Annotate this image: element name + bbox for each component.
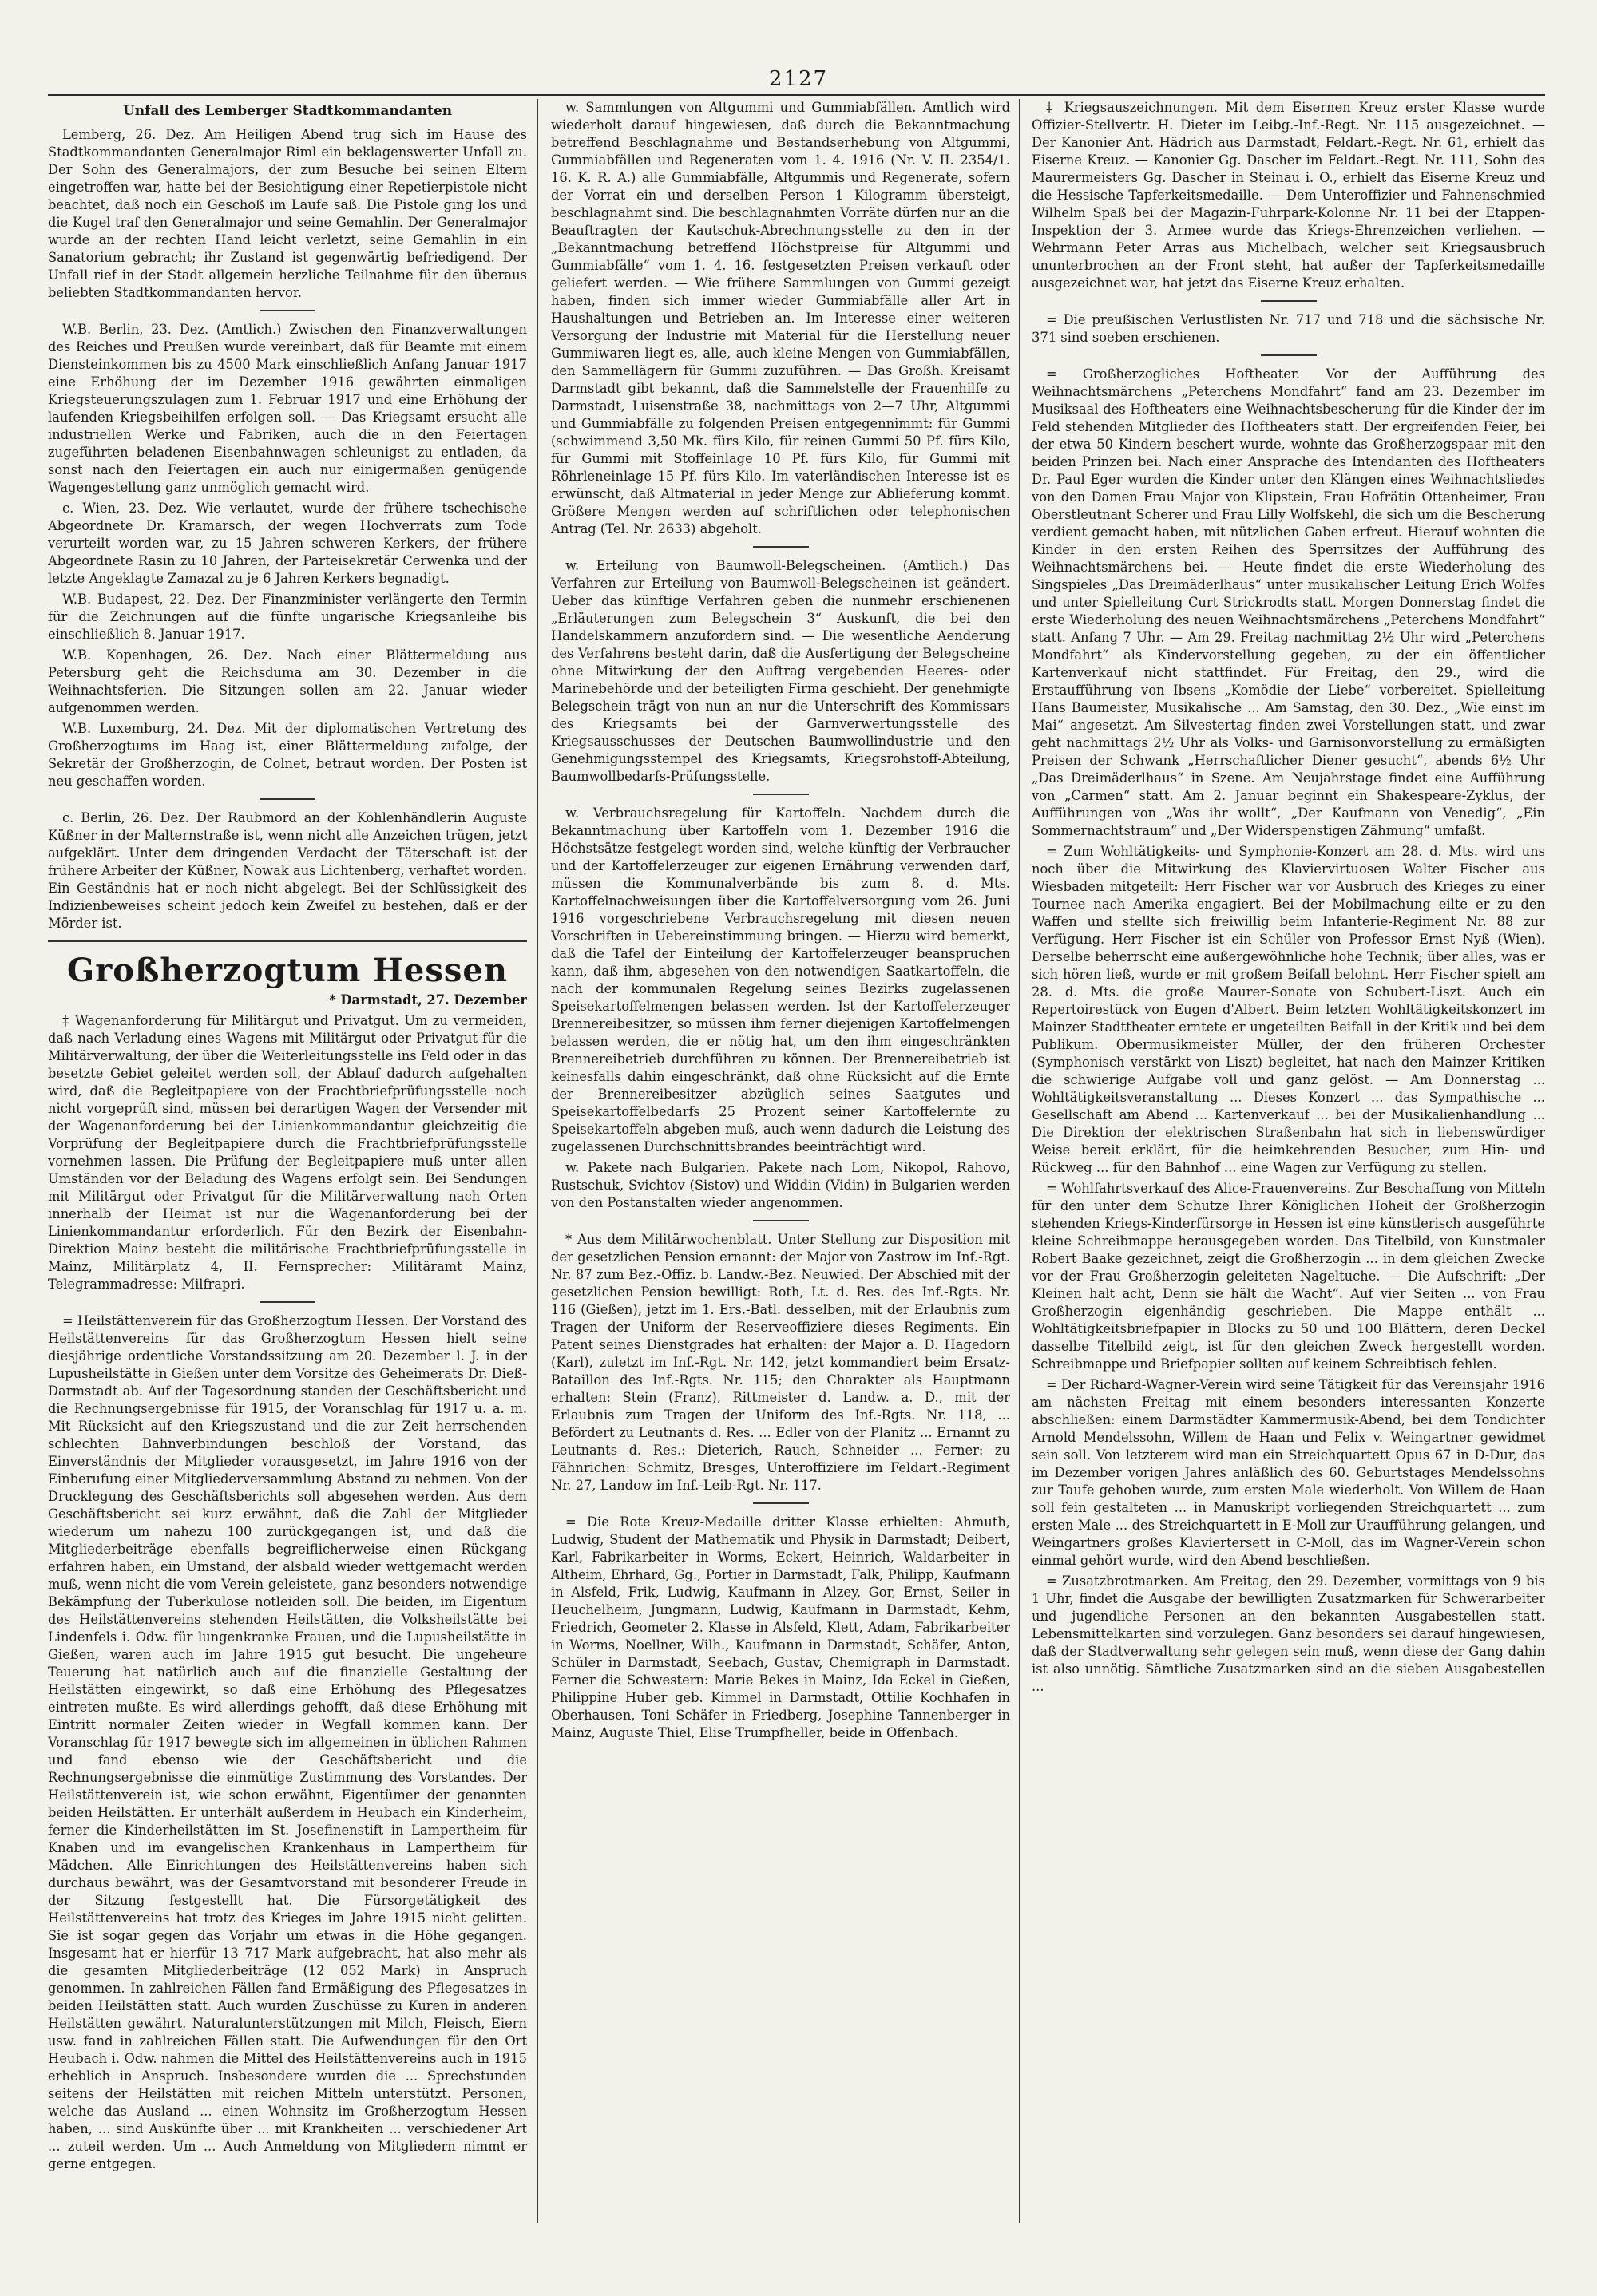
dateline: * Darmstadt, 27. Dezember (329, 992, 527, 1007)
separator (260, 310, 315, 311)
article-budapest: W.B. Budapest, 22. Dez. Der Finanzminister verlängerte den Termin für die Zeichnungen auf die fünfte ungarische Kriegsanleihe bis einschließlich 8. Januar 1917. (48, 592, 527, 642)
page-number: 2127 (768, 67, 829, 91)
article-richard-wagner-verein: = Der Richard-Wagner-Verein wird seine Tätigkeit für das Vereinsjahr 1916 am nächsten Freitag mit einem besonders interessanten Konzerte abschließen: einem Darmstädter Kammermusik-Abend, bei dem Tondichter Arnold Mendelssohn, Willem de Haan und Felix v. Weingartner gewidmet sein soll. Von letzterem wird man ein Streichquartett Opus 67 in D-Dur, das im Dezember vorigen Jahres anläßlich des 60. Geburtstages Mendelssohns zur Taufe gehoben wurde, zum ersten Male wiederholt. Von Willem de Haan soll fein gestalteten ... in Manuskript vorliegenden Streichquartett ... zum ersten Male ... des Streichquartett in E-Moll zur Uraufführung gelangen, und Weingartners großes Klaviertersett in C-Moll, das im Wagner-Verein schon einmal gehört wurde, wird den Abend beschließen. (1032, 1377, 1545, 1568)
article-kopenhagen: W.B. Kopenhagen, 26. Dez. Nach einer Blättermeldung aus Petersburg geht die Reichsduma am 30. Dezember in die Weihnachtsferien. Die Sitzungen sollen am 22. Januar wieder aufgenommen werden. (48, 647, 527, 715)
column-divider-1 (537, 99, 538, 2223)
article-zusatzbrotmarken: = Zusatzbrotmarken. Am Freitag, den 29. Dezember, vormittags von 9 bis 1 Uhr, findet die Ausgabe der bewilligten Zusatzmarken für Schwerarbeiter und jugendliche Personen an den bekannten Ausgabestellen statt. Lebensmittelkarten sind vorzulegen. Ganz besonders sei darauf hingewiesen, daß der Stadtverwaltung sehr gelegen sein muß, wenn diese der Gang dahin ist also unnötig. Sämtliche Zusatzmarken sind an die sieben Ausgabestellen ... (1032, 1574, 1545, 1694)
article-berlin-raubmord: c. Berlin, 26. Dez. Der Raubmord an der Kohlenhändlerin Auguste Küßner in der Malternstraße ist, wenn nicht alle Anzeichen trügen, jetzt aufgeklärt. Unter dem dringenden Verdacht der Täterschaft ist der frühere Arbeiter der Küßner, Nowak aus Lichtenberg, verhaftet worden. Ein Geständnis hat er noch nicht abgelegt. Bei der Schlüssigkeit des Indizienbeweises scheint jedoch kein Zweifel zu bestehen, daß er der Mörder ist. (48, 810, 527, 931)
article-wohltaetigkeitskonzert: = Zum Wohltätigkeits- und Symphonie-Konzert am 28. d. Mts. wird uns noch über die Mitwirkung des Klaviervirtuosen Walter Fischer aus Wiesbaden mitgeteilt: Herr Fischer war vor Ausbruch des Krieges zu einer Tournee nach Amerika engagiert. Bei der Mobilmachung eilte er zu den Waffen und stellte sich freiwillig beim Infanterie-Regiment Nr. 88 zur Verfügung. Herr Fischer ist ein Schüler von Professor Ernst Nyß (Wien). Derselbe beherrscht eine außergewöhnliche hohe Technik; über alles, was er sich hören ließ, wurde er mit großem Beifall belohnt. Herr Fischer spielt am 28. d. Mts. die große Maurer-Sonate von Schubert-Liszt. Auch ein Repertoirestück von Eugen d'Albert. Beim letzten Wohltätigkeitskonzert im Mainzer Stadttheater erntete er ungeteilten Beifall in der Kritik und bei dem Publikum. Obermusikmeister Müller, der den früheren Orchester (Symphonisch verstärkt von Liszt) begleitet, hat nach den Mainzer Kritiken die schwierige Aufgabe voll und ganz gelöst. — Am Donnerstag ... Wohltätigkeitsveranstaltung ... Dieses Konzert ... das Sympathische ... Gesellschaft am Abend ... Kartenverkauf ... bei der Musikalienhandlung ... Die Direktion der elektrischen Straßenbahn hat sich in liebenswürdiger Weise bereit erklärt, für die heimkehrenden Besucher, zum Hin- und Rückweg ... für den Bahnhof ... eine Wagen zur Verfügung zu stellen. (1032, 844, 1545, 1175)
article-hoftheater: = Großherzogliches Hoftheater. Vor der Aufführung des Weihnachtsmärchens „Peterchens Mondfahrt“ fand am 23. Dezember im Musiksaal des Hoftheaters eine Weihnachtsbescherung für die Kinder der im Feld stehenden Mitglieder des Hoftheaters statt. Der ergreifenden Feier, bei der etwa 50 Kindern beschert wurde, wohnte das Großherzogspaar mit den beiden Prinzen bei. Nach einer Ansprache des Intendanten des Hoftheaters Dr. Paul Eger wurden die Kinder unter den Klängen eines Weihnachtsliedes von den Damen Frau Major von Klipstein, Frau Hofrätin Ottenheimer, Frau Oberstleutnant Scherer und Frau Lilly Wolfskehl, die sich um die Bescherung verdient gemacht haben, mit nützlichen Gaben erfreut. Hierauf wohnten die Kinder in den ersten Reihen des Sperrsitzes der Aufführung des Weihnachtsmärchens bei. — Heute findet die erste Wiederholung des Singspieles „Das Dreimäderlhaus“ unter musikalischer Leitung Erich Wolfes und unter Spielleitung Curt Strickrodts statt. Morgen Donnerstag findet die erste Wiederholung des neuen Weihnachtsmärchens „Peterchens Mondfahrt“ statt. Anfang 7 Uhr. — Am 29. Freitag nachmittag 2½ Uhr wird „Peterchens Mondfahrt“ als Kindervorstellung gegeben, zu der ein öffentlicher Kartenverkauf nicht stattfindet. Für Freitag, den 29., wird die Erstaufführung von Ibsens „Komödie der Liebe“ vorbereitet. Spielleitung Hans Baumeister, Musikalische ... Am Samstag, den 30. Dez., „Wie einst im Mai“ angesetzt. Am Silvestertag finden zwei Vorstellungen statt, und zwar geht nachmittags 2½ Uhr als Volks- und Garnisonvorstellung zu ermäßigten Preisen der Schwank „Herrschaftlicher Diener gesucht“, abends 6½ Uhr „Das Dreimäderlhaus“ in Szene. Am Neujahrstage findet eine Aufführung von „Carmen“ statt. Am 2. Januar beginnt ein Shakespeare-Zyklus, der Aufführungen von „Was ihr wollt“, „Der Kaufmann von Venedig“, „Ein Sommernachtstraum“ und „Der Widerspenstigen Zähmung“ umfaßt. (1032, 366, 1545, 838)
column-1 (48, 99, 527, 2223)
article-rote-kreuz-medaille: = Die Rote Kreuz-Medaille dritter Klasse erhielten: Ahmuth, Ludwig, Student der Mathematik und Physik in Darmstadt; Deibert, Karl, Fabrikarbeiter in Worms, Eckert, Heinrich, Waldarbeiter in Altheim, Ehrhard, Gg., Portier in Darmstadt, Falk, Philipp, Kaufmann in Alsfeld, Frik, Ludwig, Kaufmann in Alzey, Gor, Ernst, Seiler in Heuchelheim, Jungmann, Ludwig, Kaufmann in Darmstadt, Kehm, Friedrich, Geometer 2. Klasse in Alsfeld, Klett, Adam, Fabrikarbeiter in Worms, Noellner, Wilh., Kaufmann in Darmstadt, Schäfer, Anton, Schüler in Darmstadt, Seebach, Gustav, Chemigraph in Darmstadt. Ferner die Schwestern: Marie Bekes in Mainz, Ida Eckel in Gießen, Philippine Huber geb. Kimmel in Darmstadt, Ottilie Kochhafen in Oberhausen, Toni Schäfer in Friedberg, Josephine Tannenberger in Mainz, Auguste Thiel, Elise Trumpfheller, beide in Offenbach. (551, 1514, 1010, 1740)
article-militaerwochenblatt: * Aus dem Militärwochenblatt. Unter Stellung zur Disposition mit der gesetzlichen Pension ernannt: der Major von Zastrow im Inf.-Rgt. Nr. 87 zum Bez.-Offiz. b. Landw.-Bez. Neuwied. Der Abschied mit der gesetzlichen Pension bewilligt: Roth, Lt. d. Res. des Inf.-Rgts. Nr. 116 (Gießen), jetzt im 1. Ers.-Batl. desselben, mit der Erlaubnis zum Tragen der Uniform der Reserveoffiziere dieses Regiments. Ein Patent seines Dienstgrades hat erhalten: der Major a. D. Hagedorn (Karl), zuletzt im Inf.-Rgt. Nr. 142, jetzt kommandiert beim Ersatz-Bataillon des Inf.-Rgts. Nr. 115; den Charakter als Hauptmann erhalten: Stein (Franz), Rittmeister d. Landw. a. D., mit der Erlaubnis zum Tragen der Uniform des Inf.-Rgts. Nr. 118, ... Befördert zu Leutnants d. Res. ... Edler von der Planitz ... Ernannt zu Leutnants d. Res.: Dieterich, Rauch, Schneider ... Ferner: zu Fähnrichen: Schmitz, Bresges, Unteroffiziere im Feldart.-Regiment Nr. 27, Landow im Inf.-Leib-Rgt. Nr. 117. (551, 1232, 1010, 1493)
article-wagenanforderung: ‡ Wagenanforderung für Militärgut und Privatgut. Um zu vermeiden, daß nach Verladung eines Wagens mit Militärgut oder Privatgut für die Militärverwaltung, der über die Weiterleitungsstelle ins Feld oder in das besetzte Gebiet geleitet werden soll, der Ablauf dadurch aufgehalten wird, daß die Begleitpapiere von der Frachtbriefprüfungsstelle noch nicht vorgeprüft sind, müssen bei derartigen Wagen der Versender mit der Wagenanforderung bei der Linienkommandantur gleichzeitig die Vorprüfung der Begleitpapiere durch die Frachtbriefprüfungsstelle vornehmen lassen. Die Prüfung der Begleitpapiere muß unter allen Umständen vor der Beladung des Wagens erfolgt sein. Bei Sendungen mit Militärgut oder Privatgut für die Militärverwaltung nach Orten innerhalb der Heimat ist nur die Wagenanforderung bei der Linienkommandantur erforderlich. Für den Bezirk der Eisenbahn-Direktion Mainz besteht die militärische Frachtbriefprüfungsstelle in Mainz, Militärplatz 4, II. Fernsprecher: Militäramt Mainz, Telegrammadresse: Milfrapri. (48, 1013, 527, 1292)
article-baumwolle: w. Erteilung von Baumwoll-Belegscheinen. (Amtlich.) Das Verfahren zur Erteilung von Baumwoll-Belegscheinen ist geändert. Ueber das künftige Verfahren geben die nunmehr erschienenen „Erläuterungen zum Belegschein 3“ Auskunft, die bei den Handelskammern anzufordern sind. — Die wesentliche Aenderung des Verfahrens besteht darin, daß die Ausfertigung der Belegscheine ohne Mitwirkung der den Auftrag vergebenden Heeres- oder Marinebehörde und der beteiligten Firma geschieht. Der genehmigte Belegschein trägt von nun an nur die Unterschrift des Kommissars des Kriegsamts bei der Garnverwertungsstelle des Kriegsausschusses der Deutschen Baumwollindustrie und den Genehmigungsstempel des Kriegsamts, Kriegsrohstoff-Abteilung, Baumwollbedarfs-Prüfungsstelle. (551, 558, 1010, 784)
separator (1261, 300, 1317, 302)
section-title: Großherzogtum Hessen (67, 952, 508, 989)
article-kartoffeln: w. Verbrauchsregelung für Kartoffeln. Nachdem durch die Bekanntmachung über Kartoffeln vom 1. Dezember 1916 die Höchstsätze festgelegt worden sind, welche künftig der Verbraucher und der Kartoffelerzeuger zur eigenen Ernährung verwenden darf, müssen die Kommunalverbände bis zum 8. d. Mts. Kartoffelnachweisungen über die Kartoffelversorgung vom 26. Juni 1916 vorgeschriebene Verbrauchsregelung mit diesen neuen Vorschriften in Uebereinstimmung bringen. — Hierzu wird bemerkt, daß die Tafel der Einteilung der Kartoffelerzeuger beanspruchen kann, daß ihm, abgesehen von den notwendigen Saatkartoffeln, die nach der kommunalen Regelung seines Bezirks zugelassenen Speisekartoffelmengen belassen werden. Ist der Kartoffelerzeuger Brennereibesitzer, so müssen ihm ferner diejenigen Kartoffelmengen belassen werden, die er nötig hat, um den ihm eingeschränkten Brennereibetrieb durchführen zu können. Der Brennereibetrieb ist keinesfalls dahin eingeschränkt, daß ohne Rücksicht auf die Ernte der Brennereibesitzer abzüglich seines Saatgutes und Speisekartoffelbedarfs 25 Prozent seiner Kartoffelernte zu Speisekartoffeln abgeben muß, auch wenn dadurch die Leistung des zugelassenen Durchschnittsbrandes beeinträchtigt wird. (551, 806, 1010, 1154)
article-bulgarien: w. Pakete nach Bulgarien. Pakete nach Lom, Nikopol, Rahovo, Rustschuk, Svichtov (Sistov) und Widdin (Vidin) in Bulgarien werden von den Postanstalten wieder angenommen. (551, 1160, 1010, 1210)
top-rule (48, 94, 1545, 96)
article-altgummi: w. Sammlungen von Altgummi und Gummiabfällen. Amtlich wird wiederholt darauf hingewiesen, daß durch die Bekanntmachung betreffend Beschlagnahme und Bestandserhebung von Altgummi, Gummiabfällen und Regeneraten vom 1. 4. 1916 (Nr. V. II. 2354/1. 16. K. R. A.) alle Gummiabfälle, Altgummis und Regenerate, sofern der Vorrat ein und derselben Person 1 Kilogramm übersteigt, beschlagnahmt sind. Die beschlagnahmten Vorräte dürfen nur an die Beauftragten der Kautschuk-Abrechnungsstelle zu den in der „Bekanntmachung betreffend Höchstpreise für Altgummi und Gummiabfälle“ vom 1. 4. 16. festgesetzten Preisen verkauft oder geliefert werden. — Wie frühere Sammlungen von Gummi gezeigt haben, finden sich immer wieder Gummiabfälle aller Art in Haushaltungen und Betrieben an. Im Interesse einer weiteren Versorgung der Industrie mit Material für die Herstellung neuer Gummiwaren liegt es, alle, auch kleine Mengen von Gummiabfällen, den Sammellägern für Gummi zuzuführen. — Das Großh. Kreisamt Darmstadt gibt bekannt, daß die Sammelstelle der Frauenhilfe zu Darmstadt, Luisenstraße 38, nachmittags von 2—7 Uhr, Altgummi und Gummiabfälle zu folgenden Preisen entgegennimmt: für Gummi (schwimmend 3,50 Mk. fürs Kilo, für reinen Gummi 50 Pf. fürs Kilo, für Gummi mit Stoffeinlage 10 Pf. fürs Kilo, für Gummi mit Röhrleneinlage 15 Pf. fürs Kilo. Im vaterländischen Interesse ist es erwünscht, daß Altmaterial in jeder Menge zur Ablieferung kommt. Größere Mengen werden auf schriftlichen oder telephonischen Antrag (Tel. Nr. 2633) abgeholt. (551, 100, 1010, 536)
section-rule (48, 940, 527, 942)
article-alice-frauenverein: = Wohlfahrtsverkauf des Alice-Frauenvereins. Zur Beschaffung von Mitteln für den unter dem Schutze Ihrer Königlichen Hoheit der Großherzogin stehenden Kriegs-Kinderfürsorge in Hessen ist eine künstlerisch ausgeführte kleine Schreibmappe herausgegeben worden. Das Titelbild, von Kunstmaler Robert Baake gezeichnet, zeigt die Großherzogin ... in dem gleichen Zwecke vor der Frau Großherzogin geleiteten Nageltuche. — Die Aufschrift: „Der Kleinen halt acht, Denn sie hält die Wacht“. Auf vier Seiten ... von Frau Großherzogin eigenhändig geschrieben. Die Mappe enthält ... Wohltätigkeitsbriefpapier in Blocks zu 50 und 100 Blättern, deren Deckel dasselbe Titelbild zeigt, ist für den gleichen Zweck hergestellt worden. Schreibmappe und Briefpapier sollten auf keinem Schreibtisch fehlen. (1032, 1181, 1545, 1372)
separator (260, 1301, 315, 1303)
separator (753, 1220, 809, 1221)
article-wien: c. Wien, 23. Dez. Wie verlautet, wurde der frühere tschechische Abgeordnete Dr. Kramarsch, der wegen Hochverrats zum Tode verurteilt worden war, zu 15 Jahren schweren Kerkers, der frühere Abgeordnete Rasin zu 10 Jahren, der Parteisekretär Cerwenka und der letzte Angeklagte Zamazal zu je 6 Jahren Kerkers begnadigt. (48, 501, 527, 586)
article-header-lemberg: Unfall des Lemberger Stadtkommandanten (122, 103, 453, 119)
separator (753, 1502, 809, 1504)
article-luxemburg: W.B. Luxemburg, 24. Dez. Mit der diplomatischen Vertretung des Großherzogtums im Haag ist, einer Blättermeldung zufolge, der Sekretär der Großherzogin, de Colnet, betraut worden. Der Posten ist neu geschaffen worden. (48, 721, 527, 789)
article-heilstaettenverein: = Heilstättenverein für das Großherzogtum Hessen. Der Vorstand des Heilstättenvereins für das Großherzogtum Hessen hielt seine diesjährige ordentliche Vorstandssitzung am 20. Dezember l. J. in der Lupusheilstätte in Gießen unter dem Vorsitze des Geheimerats Dr. Dieß-Darmstadt ab. Auf der Tagesordnung standen der Geschäftsbericht und die Rechnungsergebnisse für 1915, der Voranschlag für 1917 u. a. m. Mit Rücksicht auf den Kriegszustand und die zur Zeit herrschenden schlechten Bahnverbindungen beschloß der Vorstand, das Einverständnis der Mitglieder vorausgesetzt, im Jahre 1916 von der Einberufung einer Mitgliederversammlung Abstand zu nehmen. Von der Drucklegung des Geschäftsberichts soll abgesehen werden. Aus dem Geschäftsbericht sei kurz erwähnt, daß die Zahl der Mitglieder wiederum um nahezu 100 zurückgegangen ist, und daß die Mitgliederbeiträge ebenfalls begreiflicherweise einen Rückgang erfahren haben, ein Umstand, der alsbald wieder wettgemacht werden muß, wenn nicht die vom Verein geleistete, ganz besonders notwendige Bekämpfung der Tuberkulose notleiden soll. Die beiden, im Eigentum des Heilstättenvereins stehenden Heilstätten, die Volksheilstätte bei Lindenfels i. Odw. für lungenkranke Frauen, und die Lupusheilstätte in Gießen, waren auch im Jahre 1915 gut besucht. Die ungeheure Teuerung hat natürlich auch auf die finanzielle Gestaltung der Heilstätten eingewirkt, so daß eine Erhöhung des Pflegesatzes eintreten mußte. Es wird allerdings gehofft, daß diese Erhöhung mit Eintritt normaler Zeiten wieder in Wegfall kommen kann. Der Voranschlag für 1917 bewegte sich im allgemeinen in üblichen Rahmen und fand ebenso wie der Geschäftsbericht und die Rechnungsergebnisse die einmütige Zustimmung des Vorstandes. Der Heilstättenverein ist, wie schon erwähnt, Eigentümer der genannten beiden Heilstätten. Er unterhält außerdem in Heubach ein Kinderheim, ferner die Kinderheilstätten im St. Josefinenstift in Lampertheim für Knaben und im evangelischen Krankenhaus in Lampertheim für Mädchen. Alle Einrichtungen des Heilstättenvereins haben sich durchaus bewährt, was der Gesamtvorstand mit besonderer Freude in der Sitzung festgestellt hat. Die Fürsorgetätigkeit des Heilstättenvereins hat trotz des Krieges im Jahre 1915 nicht gelitten. Sie ist sogar gegen das Vorjahr um etwas in die Höhe gegangen. Insgesamt hat er hierfür 13 717 Mark aufgebracht, hat also mehr als die gesamten Mitgliederbeiträge (12 052 Mark) in Anspruch genommen. In zahlreichen Fällen fand Ermäßigung des Pflegesatzes in beiden Heilstätten statt. Auch wurden Zuschüsse zu Kuren in anderen Heilstätten gewährt. Naturalunterstützungen mit Milch, Fleisch, Eiern usw. fand in zahlreichen Fällen statt. Die Aufwendungen für den Ort Heubach i. Odw. nahmen die Mittel des Heilstättenvereins auch in 1915 erheblich in Anspruch. Insbesondere wurden die ... Sprechstunden seitens der Heilstätten mit reichen Mitteln unterstützt. Personen, welche das Ausland ... einen Wohnsitz im Großherzogtum Hessen haben, ... sind Auskünfte über ... mit Krankheiten ... verschiedener Art ... zuteil werden. Um ... Auch Anmeldung von Mitgliedern nimmt er gerne entgegen. (48, 1313, 527, 2171)
article-verlustlisten: = Die preußischen Verlustlisten Nr. 717 und 718 und die sächsische Nr. 371 sind soeben erschienen. (1032, 312, 1545, 345)
separator (260, 798, 315, 800)
separator (1261, 354, 1317, 356)
article-berlin-finance: W.B. Berlin, 23. Dez. (Amtlich.) Zwischen den Finanzverwaltungen des Reiches und Preußen wurde vereinbart, daß für Beamte mit einem Diensteinkommen bis zu 4500 Mark einschließlich Anfang Januar 1917 eine Erhöhung der im Dezember 1916 gewährten einmaligen Kriegsteuerungszulagen zum 1. Februar 1917 und eine Erhöhung der laufenden Kriegsbeihilfen erfolgen soll. — Das Kriegsamt ersucht alle industriellen Werke und Fabriken, auch die in den Feiertagen zugeführten beladenen Eisenbahnwagen schleunigst zu entladen, da sonst nach den Feiertagen ein auch nur einigermaßen genügende Wagengestellung ganz unmöglich gemacht wird. (48, 322, 527, 495)
column-2 (551, 99, 1010, 2223)
article-lemberg: Lemberg, 26. Dez. Am Heiligen Abend trug sich im Hause des Stadtkommandanten Generalmajor Riml ein beklagenswerter Unfall zu. Der Sohn des Generalmajors, der zum Besuche bei seinen Eltern eingetroffen war, hatte bei der Besichtigung einer Repetierpistole nicht beachtet, daß noch ein Geschoß im Laufe saß. Die Pistole ging los und die Kugel traf den Generalmajor und seine Gemahlin. Der Generalmajor wurde an der rechten Hand leicht verletzt, seine Gemahlin in ein Sanatorium gebracht; ihr Zustand ist gegenwärtig befriedigend. Der Unfall rief in der Stadt allgemein herzliche Teilnahme für den überaus beliebten Stadtkommandanten hervor. (48, 127, 527, 300)
separator (753, 794, 809, 795)
separator (753, 546, 809, 548)
column-divider-2 (1019, 99, 1020, 2223)
article-kriegsauszeichnungen: ‡ Kriegsauszeichnungen. Mit dem Eisernen Kreuz erster Klasse wurde Offizier-Stellvertr. H. Dieter im Leibg.-Inf.-Regt. Nr. 115 ausgezeichnet. — Der Kanonier Ant. Hädrich aus Darmstadt, Feldart.-Regt. Nr. 61, erhielt das Eiserne Kreuz. — Kanonier Gg. Dascher im Feldart.-Regt. Nr. 111, Sohn des Maurermeisters Gg. Dascher in Steinau i. O., erhielt das Eiserne Kreuz und die Hessische Tapferkeitsmedaille. — Dem Unteroffizier und Fahnenschmied Wilhelm Spaß bei der Magazin-Fuhrpark-Kolonne Nr. 11 bei der Etappen-Inspektion der 3. Armee wurde das Kriegs-Ehrenzeichen verliehen. — Wehrmann Peter Arras aus Michelbach, welcher seit Kriegsausbruch ununterbrochen an der Front steht, hat außer der Tapferkeitsmedaille ausgezeichnet war, hat jetzt das Eiserne Kreuz erhalten. (1032, 100, 1545, 291)
column-3 (1032, 99, 1545, 2223)
